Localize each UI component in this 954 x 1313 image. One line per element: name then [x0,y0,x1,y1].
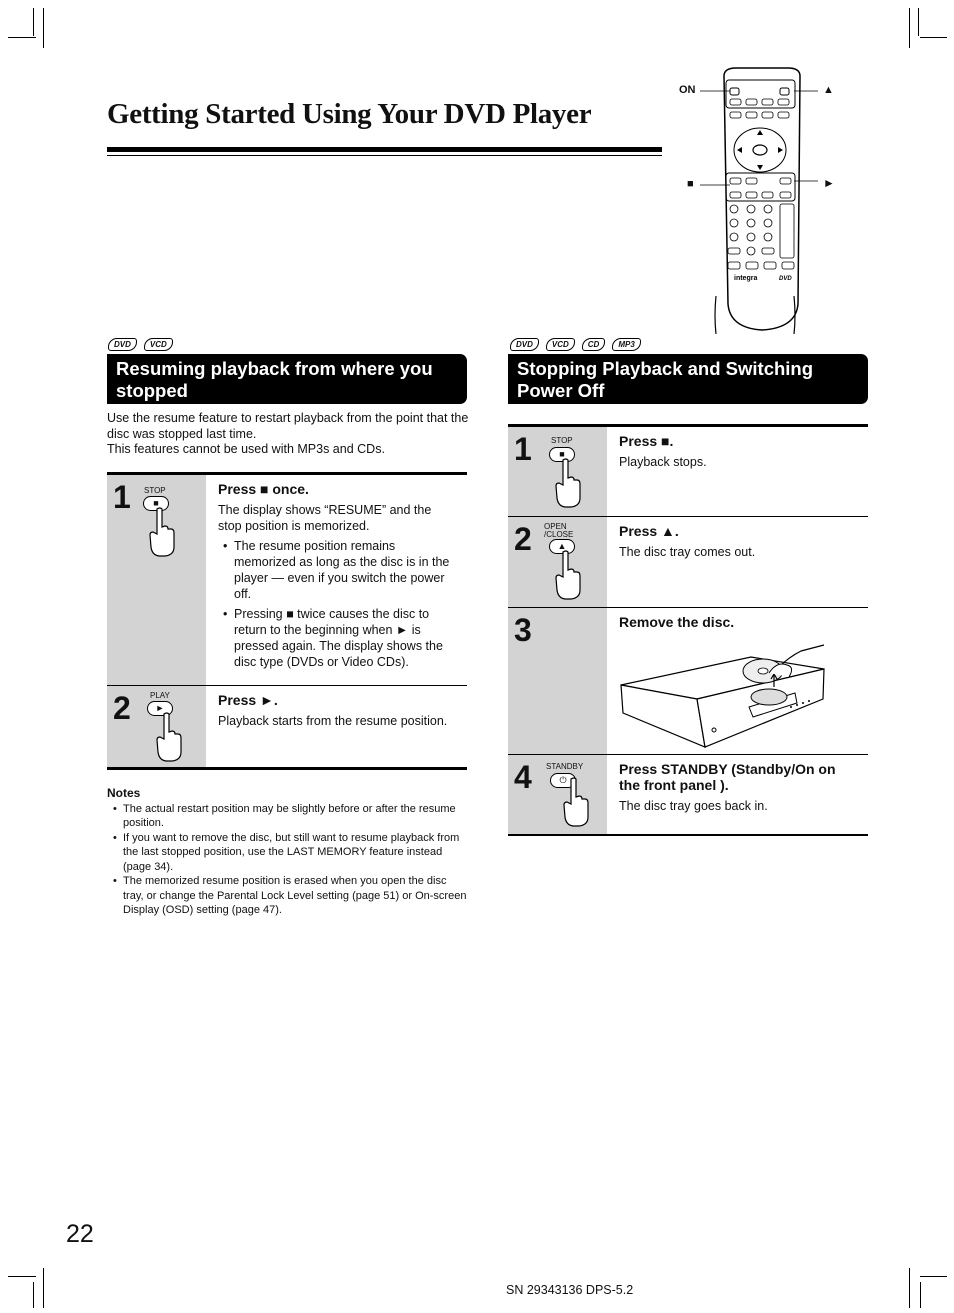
step-content [607,517,868,607]
step-number: 1 [113,479,131,515]
pointing-hand-icon [561,777,591,827]
pointing-hand-icon [147,507,177,557]
crop-mark [920,37,947,38]
step-heading: Press ▲. [619,523,679,539]
step-number: 2 [113,690,131,726]
button-label: OPEN /CLOSE [544,522,574,539]
page-number: 22 [66,1220,94,1248]
standby-button-icon: ⏻ [550,773,576,788]
intro-paragraph: Use the resume feature to restart playback from the point that the disc was stopped last time. [107,411,469,441]
step-content [206,686,467,767]
step-row [508,517,868,608]
button-label: STANDBY [546,762,584,771]
play-button-icon: ► [147,701,173,716]
intro-paragraph: This features cannot be used with MP3s and CDs. [107,442,385,457]
stopping-disc-badges [510,338,641,351]
notes [107,786,469,918]
note-item: • The actual restart position may be slightly before or after the resume position. [123,802,469,831]
step-text: Playback starts from the resume position. [218,714,448,728]
disc-badge: MP3 [612,338,640,351]
crop-mark [909,1268,910,1308]
remote-callout-stop: ■ [687,178,694,190]
step-heading: Press ►. [218,692,278,708]
step-illustration [107,475,206,685]
step-row [508,427,868,517]
resume-steps [107,472,467,770]
remote-callout-play: ► [823,176,835,190]
button-label: PLAY [150,691,170,700]
step-text: Playback stops. [619,455,707,469]
note-item: • The memorized resume position is erased when you open the disc tray, or change the Parental Lock Level setting (page 51) or On-screen Display (OSD) setting (page 47). [123,874,469,918]
step-text: The disc tray goes back in. [619,799,768,813]
remote-callout-on: ON [679,84,696,96]
stopping-section-heading: Stopping Playback and Switching Power Off [508,354,868,404]
step-row [107,686,467,767]
step-illustration [508,517,607,607]
pointing-hand-icon [154,712,184,762]
remote-brand-label: integra [734,275,758,282]
title-rule [107,147,662,152]
stop-button-icon: ■ [549,447,575,462]
remote-callout-eject: ▲ [823,84,834,96]
resume-intro [107,411,469,458]
step-illustration [508,427,607,516]
crop-mark [8,1276,36,1277]
resume-section-heading: Resuming playback from where you stopped [107,354,467,404]
stop-button-icon: ■ [143,496,169,511]
button-label: STOP [551,436,573,445]
step-heading: Press STANDBY (Standby/On on the front panel ). [619,761,836,793]
remote-dvd-logo: DVD [779,276,792,282]
disc-badge: CD [582,338,606,351]
step-bullet: • The resume position remains memorized as long as the disc is in the player — even if you switch the power off. [234,538,457,602]
step-heading: Remove the disc. [619,614,735,630]
crop-mark [8,37,36,38]
step-row [508,755,868,834]
step-content [607,608,868,754]
step-number: 4 [514,759,532,795]
dvd-player-disc-removal-illustration [619,637,829,752]
step-number: 3 [514,612,532,648]
step-bullets [218,538,457,670]
disc-badge: VCD [546,338,575,351]
crop-mark [43,1268,44,1308]
notes-list [107,802,469,918]
step-bullet: • Pressing ■ twice causes the disc to return to the beginning when ► is pressed again. The display shows the disc type (DVDs or Video CDs). [234,606,457,670]
step-row [508,608,868,755]
disc-badge: VCD [144,338,173,351]
step-content [206,475,467,685]
step-row [107,475,467,686]
title-rule-thin [107,155,662,156]
step-illustration [107,686,206,767]
disc-badge: DVD [108,338,137,351]
crop-mark [920,1276,947,1277]
step-number: 1 [514,431,532,467]
crop-mark [909,8,910,48]
crop-mark [43,8,44,48]
crop-mark [920,1282,921,1308]
step-heading: Press ■ once. [218,481,309,497]
pointing-hand-icon [553,550,583,600]
step-content [607,755,868,834]
step-content [607,427,868,516]
page-title: Getting Started Using Your DVD Player [107,98,592,130]
button-label: STOP [144,486,166,495]
notes-title: Notes [107,786,141,800]
step-illustration [508,755,607,834]
step-number: 2 [514,521,532,557]
resume-disc-badges [108,338,173,351]
step-text: The disc tray comes out. [619,545,756,559]
stopping-steps [508,424,868,836]
remote-control-icon [676,66,866,334]
note-item: • If you want to remove the disc, but still want to resume playback from the last stopped position, use the LAST MEMORY feature instead (page 34). [123,831,469,875]
crop-mark [918,8,919,36]
crop-mark [33,1282,34,1308]
remote-illustration [676,66,866,334]
step-heading: Press ■. [619,433,674,449]
step-text: The display shows “RESUME” and the stop position is memorized. [218,503,432,533]
crop-mark [33,8,34,36]
pointing-hand-icon [553,458,583,508]
step-illustration [508,608,607,754]
footer-code: SN 29343136 DPS-5.2 [506,1283,634,1297]
eject-button-icon: ▲ [549,539,575,554]
disc-badge: DVD [510,338,539,351]
